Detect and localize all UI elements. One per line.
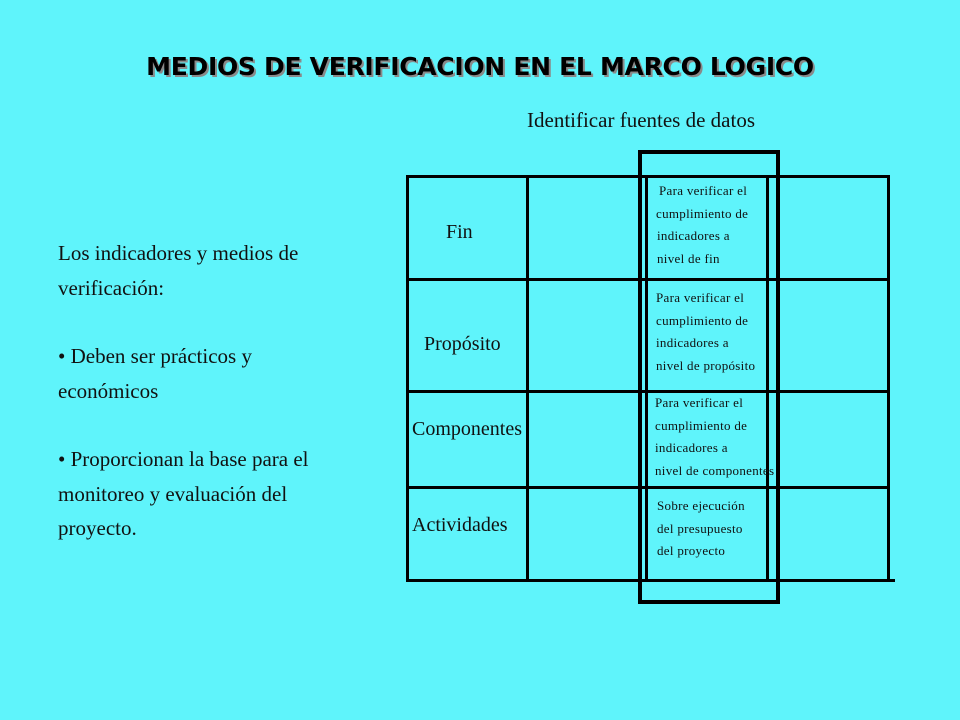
column-heading: Identificar fuentes de datos <box>527 108 755 132</box>
intro-line: Los indicadores y medios de <box>58 241 299 265</box>
bullet-line: • Deben ser prácticos y <box>58 344 252 368</box>
verification-cell-proposito: Para verificar el cumplimiento de indicadores a nivel de propósito <box>656 290 756 373</box>
row-label-componentes: Componentes <box>412 418 522 440</box>
row-label-proposito: Propósito <box>424 333 501 355</box>
row-label-fin: Fin <box>446 221 473 243</box>
slide-title: MEDIOS DE VERIFICACION EN EL MARCO LOGICO <box>146 52 814 81</box>
bullet-line: proyecto. <box>58 516 137 540</box>
verification-cell-actividades: Sobre ejecución del presupuesto del proyecto <box>657 498 745 558</box>
intro-text <box>58 236 368 546</box>
intro-line: verificación: <box>58 275 165 300</box>
grid-line <box>526 175 529 582</box>
grid-line <box>406 175 409 582</box>
bullet-line: económicos <box>58 378 159 403</box>
verification-cell-fin: Para verificar el cumplimiento de indicadores a nivel de fin <box>656 183 749 266</box>
verification-cell-componentes: Para verificar el cumplimiento de indicadores a nivel de componentes <box>655 395 775 478</box>
grid-line <box>887 175 890 582</box>
row-label-actividades: Actividades <box>412 514 508 536</box>
bullet-line: • Proporcionan la base para el <box>58 447 309 471</box>
bullet-line: monitoreo y evaluación del <box>58 481 288 506</box>
